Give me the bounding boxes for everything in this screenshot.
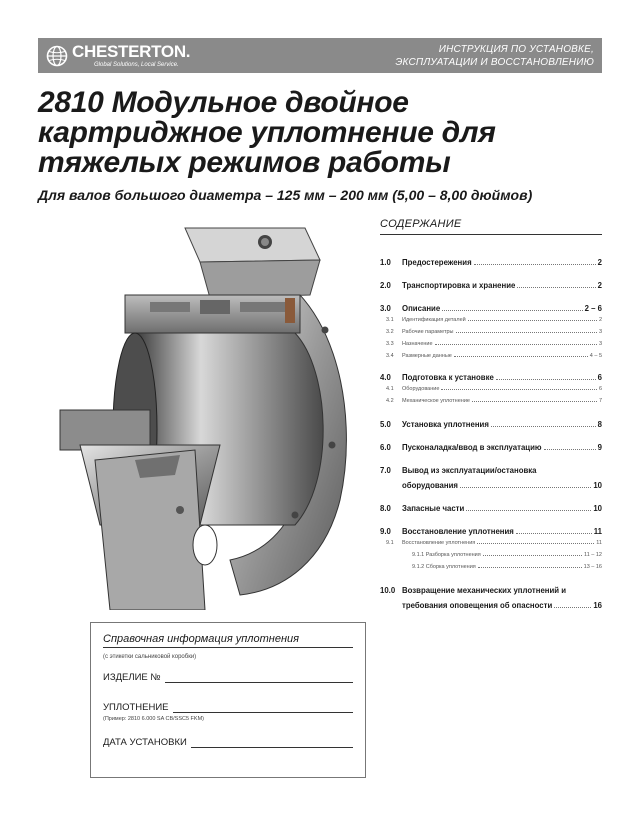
brand-name: CHESTERTON. <box>72 42 191 61</box>
toc-page: 6 <box>597 373 602 382</box>
toc-label: Оборудование <box>402 386 440 392</box>
toc-number: 4.1 <box>386 386 394 392</box>
toc-leader <box>456 332 597 333</box>
toc-page: 11 <box>593 527 602 536</box>
toc-label: 9.1.1 Разборка уплотнения <box>412 552 481 558</box>
toc-page: 16 <box>593 601 602 610</box>
toc-number: 7.0 <box>380 466 391 475</box>
toc-page: 10 <box>593 504 602 513</box>
product-number-label: ИЗДЕЛИЕ № <box>103 672 161 683</box>
toc-page: 2 – 6 <box>584 304 602 313</box>
toc-label: Описание <box>402 304 441 313</box>
toc-leader <box>435 344 597 345</box>
toc-entry[interactable] <box>380 280 602 291</box>
title-line2: картриджное уплотнение для <box>38 116 496 149</box>
toc-number: 3.1 <box>386 317 394 323</box>
toc-heading: СОДЕРЖАНИЕ <box>380 218 602 235</box>
toc-leader <box>491 426 596 427</box>
toc-page: 3 <box>598 341 602 347</box>
chesterton-globe-icon <box>46 45 68 67</box>
toc-page: 9 <box>597 443 602 452</box>
toc-subentry[interactable] <box>380 338 602 350</box>
toc-number: 3.0 <box>380 304 391 313</box>
toc-label: Возвращение механических уплотнений и <box>402 586 567 595</box>
toc-label: Транспортировка и хранение <box>402 281 516 290</box>
title-line1: 2810 Модульное двойное <box>38 86 409 119</box>
toc-leader <box>544 449 596 450</box>
toc-entry[interactable] <box>380 465 602 476</box>
toc-number: 4.2 <box>386 398 394 404</box>
toc-leader <box>474 264 596 265</box>
toc-page: 13 – 16 <box>583 564 602 570</box>
toc-page: 2 <box>597 281 602 290</box>
toc-leader <box>496 379 596 380</box>
toc-number: 3.3 <box>386 341 394 347</box>
reference-note: (с этикетки сальниковой коробки) <box>103 654 197 660</box>
toc-number: 5.0 <box>380 420 391 429</box>
toc-label: Запасные части <box>402 504 465 513</box>
toc-entry[interactable] <box>380 503 602 514</box>
install-date-label: ДАТА УСТАНОВКИ <box>103 737 187 748</box>
seal-reference-box <box>90 622 366 778</box>
toc-number: 9.0 <box>380 527 391 536</box>
toc-entry[interactable] <box>380 526 602 537</box>
toc-number: 3.2 <box>386 329 394 335</box>
toc-label: Идентификация деталей <box>402 317 466 323</box>
toc-label: Механическое уплотнение <box>402 398 470 404</box>
toc-label: Назначение <box>402 341 433 347</box>
toc-page: 2 <box>598 317 602 323</box>
seal-line[interactable] <box>173 703 353 713</box>
toc-leader <box>460 487 591 488</box>
install-date-line[interactable] <box>191 738 353 748</box>
toc-subentry[interactable] <box>380 350 602 362</box>
seal-label: УПЛОТНЕНИЕ <box>103 702 169 713</box>
toc-entry[interactable] <box>380 303 602 314</box>
toc-page: 7 <box>598 398 602 404</box>
toc-entry[interactable] <box>380 419 602 430</box>
document-type-line1: ИНСТРУКЦИЯ ПО УСТАНОВКЕ, <box>438 43 594 55</box>
toc-leader <box>554 607 591 608</box>
toc-label: Восстановление уплотнения <box>402 540 476 546</box>
toc-page: 11 <box>596 540 602 546</box>
toc-number: 9.1 <box>386 540 394 546</box>
toc-page: 8 <box>597 420 602 429</box>
toc-label: требования оповещения об опасности <box>402 601 553 610</box>
product-number-field[interactable] <box>103 672 353 683</box>
toc-entry[interactable] <box>380 372 602 383</box>
toc-leader <box>441 389 597 390</box>
toc-number: 1.0 <box>380 258 391 267</box>
toc-subentry[interactable] <box>380 395 602 407</box>
toc-label: Восстановление уплотнения <box>402 527 514 536</box>
toc-leader <box>466 510 591 511</box>
table-of-contents <box>380 218 602 611</box>
toc-label: Предостережения <box>402 258 472 267</box>
toc-number: 4.0 <box>380 373 391 382</box>
header-bar <box>38 38 602 73</box>
page-title <box>38 88 598 178</box>
chesterton-logo <box>46 43 190 68</box>
toc-number: 3.4 <box>386 353 394 359</box>
toc-leader <box>442 310 582 311</box>
toc-leader <box>516 533 592 534</box>
toc-entry-continued[interactable] <box>380 480 602 491</box>
toc-subentry[interactable] <box>380 314 602 326</box>
toc-page: 4 – 5 <box>589 353 602 359</box>
toc-subentry[interactable] <box>380 561 602 573</box>
document-type-line2: ЭКСПЛУАТАЦИИ И ВОССТАНОВЛЕНИЮ <box>395 56 594 68</box>
install-date-field[interactable] <box>103 737 353 748</box>
toc-label: 9.1.2 Сборка уплотнения <box>412 564 476 570</box>
toc-leader <box>472 401 597 402</box>
cartridge-seal-cutaway <box>40 220 360 610</box>
reference-title: Справочная информация уплотнения <box>103 633 353 648</box>
toc-leader <box>517 287 595 288</box>
toc-leader <box>477 543 594 544</box>
toc-subentry[interactable] <box>380 537 602 549</box>
toc-subentry[interactable] <box>380 549 602 561</box>
toc-subentry[interactable] <box>380 383 602 395</box>
toc-entry-continued[interactable] <box>380 600 602 611</box>
toc-label: Установка уплотнения <box>402 420 489 429</box>
seal-example: (Пример: 2810 6.000 SA CB/SSC5 FKM) <box>103 716 204 722</box>
toc-leader <box>468 320 597 321</box>
page-subtitle: Для валов большого диаметра – 125 мм – 200 мм (5,00 – 8,00 дюймов) <box>38 187 533 203</box>
toc-number: 6.0 <box>380 443 391 452</box>
brand-tagline: Global Solutions, Local Service. <box>94 62 179 68</box>
toc-number: 8.0 <box>380 504 391 513</box>
toc-entry[interactable] <box>380 257 602 268</box>
toc-page: 6 <box>598 386 602 392</box>
toc-entry[interactable] <box>380 442 602 453</box>
toc-label: Вывод из эксплуатации/остановка <box>402 466 537 475</box>
toc-page: 11 – 12 <box>584 552 602 558</box>
toc-label: Размерные данные <box>402 353 452 359</box>
toc-page: 3 <box>598 329 602 335</box>
seal-field[interactable] <box>103 702 353 713</box>
toc-number: 2.0 <box>380 281 391 290</box>
document-type <box>395 43 594 69</box>
toc-label: Пусконаладка/ввод в эксплуатацию <box>402 443 542 452</box>
toc-label: Подготовка к установке <box>402 373 494 382</box>
toc-page: 10 <box>593 481 602 490</box>
product-number-line[interactable] <box>165 673 353 683</box>
toc-label: оборудования <box>402 481 458 490</box>
toc-entry[interactable] <box>380 585 602 596</box>
toc-leader <box>478 567 582 568</box>
toc-number: 10.0 <box>380 586 396 595</box>
toc-label: Рабочие параметры <box>402 329 454 335</box>
toc-page: 2 <box>597 258 602 267</box>
toc-leader <box>483 555 582 556</box>
title-line3: тяжелых режимов работы <box>38 146 451 179</box>
toc-leader <box>454 356 588 357</box>
toc-subentry[interactable] <box>380 326 602 338</box>
